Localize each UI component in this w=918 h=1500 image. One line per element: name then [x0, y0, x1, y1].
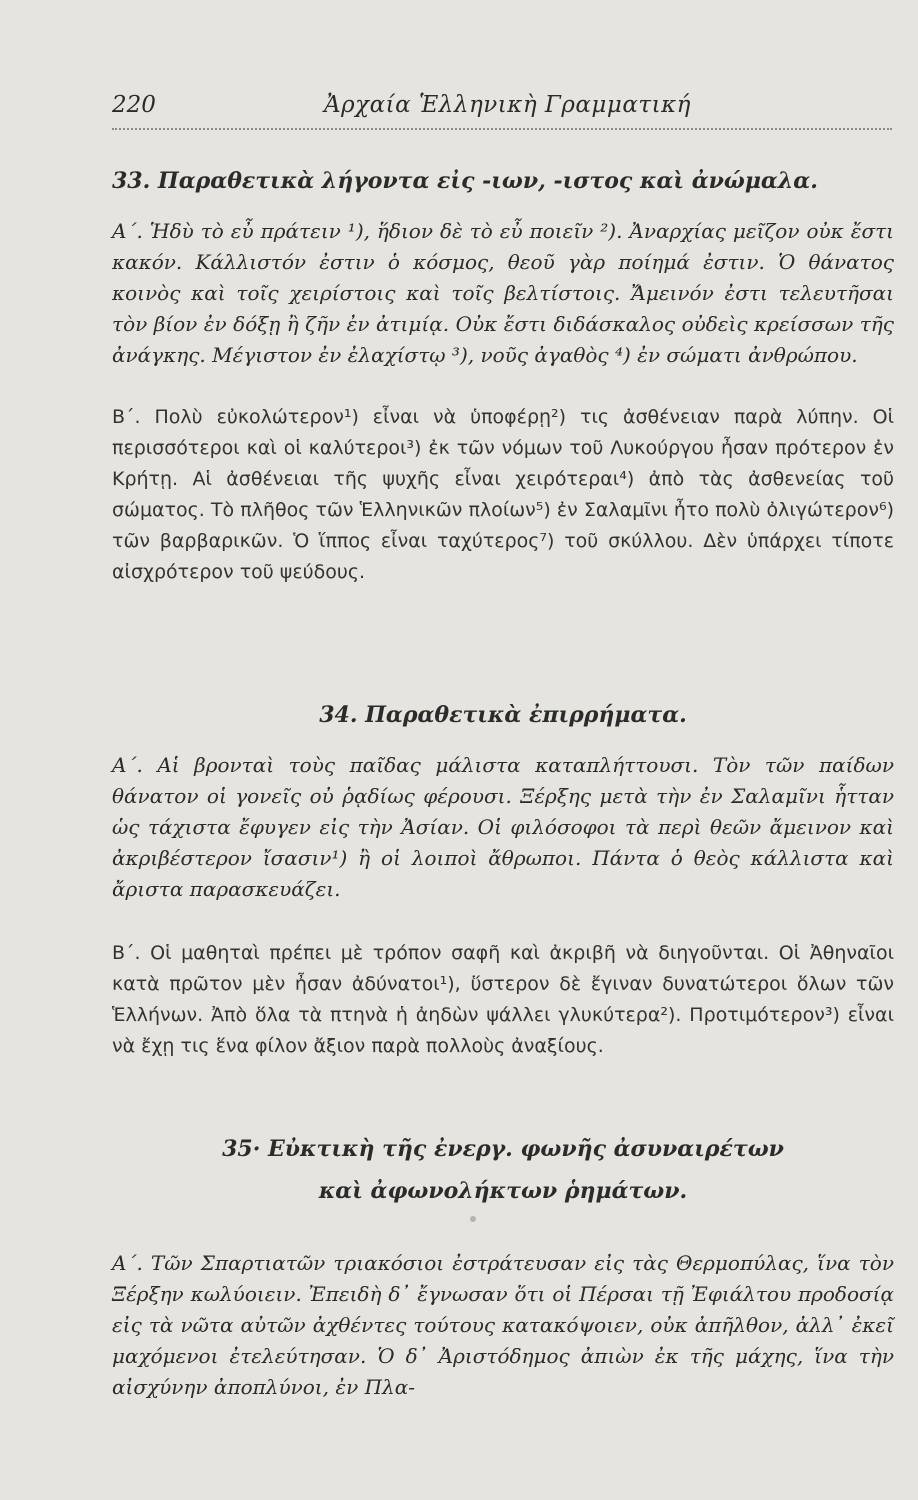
- section-title-line-1: 35· Εὐκτικὴ τῆς ἐνεργ. φωνῆς ἀσυναιρέτων: [222, 1136, 784, 1162]
- section-title: 34. Παραθετικὰ ἐπιρρήματα.: [319, 702, 687, 728]
- section-34-part-b: [112, 938, 894, 1062]
- section-35: [112, 1134, 894, 1206]
- section-35-part-a: [112, 1248, 894, 1403]
- paragraph-ancient: Α΄. Τῶν Σπαρτιατῶν τριακόσιοι ἐστράτευσαν εἰς τὰς Θερμοπύλας, ἵνα τὸν Ξέρξην κωλύοιειν. Ἐπειδὴ δ᾽ ἔγνωσαν ὅτι οἱ Πέρσαι τῇ Ἐφιάλτου προδοσίᾳ εἰς τὰ νῶτα αὐτῶν ἀχθέντες τούτους κατακόψοιεν, οὐκ ἀπῆλθον, ἀλλ᾽ ἐκεῖ μαχόμενοι ἐτελεύτησαν. Ὁ δ᾽ Ἀριστόδημος ἀπιὼν ἐκ τῆς μάχης, ἵνα τὴν αἰσχύνην ἀποπλύνοι, ἐν Πλα-: [112, 1251, 894, 1399]
- header-rule: [112, 128, 892, 130]
- ink-dot: [470, 1216, 476, 1222]
- paragraph-modern: Β΄. Πολὺ εὐκολώτερον¹) εἶναι νὰ ὑποφέρῃ²) τις ἀσθένειαν παρὰ λύπην. Οἱ περισσότεροι καὶ οἱ καλύτεροι³) ἐκ τῶν νόμων τοῦ Λυκούργου ἦσαν πρότερον ἐν Κρήτῃ. Αἱ ἀσθένειαι τῆς ψυχῆς εἶναι χειρότεραι⁴) ἀπὸ τὰς ἀσθενείας τοῦ σώματος. Τὸ πλῆθος τῶν Ἑλληνικῶν πλοίων⁵) ἐν Σαλαμῖνι ἦτο πολὺ ὀλιγώτερον⁶) τῶν βαρβαρικῶν. Ὁ ἵππος εἶναι ταχύτερος⁷) τοῦ σκύλλου. Δὲν ὑπάρχει τίποτε αἰσχρότερον τοῦ ψεύδους.: [112, 406, 894, 583]
- section-33-part-a: [112, 216, 894, 371]
- paragraph-modern: Β΄. Οἱ μαθηταὶ πρέπει μὲ τρόπον σαφῆ καὶ ἀκριβῆ νὰ διηγοῦνται. Οἱ Ἀθηναῖοι κατὰ πρῶτον μὲν ἦσαν ἀδύνατοι¹), ὕστερον δὲ ἔγιναν δυνατώτεροι ὅλων τῶν Ἑλλήνων. Ἀπὸ ὅλα τὰ πτηνὰ ἡ ἀηδὼν ψάλλει γλυκύτερα²). Προτιμότερον³) εἶναι νὰ ἔχῃ τις ἕνα φίλον ἄξιον παρὰ πολλοὺς ἀναξίους.: [112, 942, 894, 1057]
- section-33: [112, 166, 894, 196]
- section-title: 33. Παραθετικὰ λήγοντα εἰς -ιων, -ιστος καὶ ἀνώμαλα.: [112, 168, 818, 194]
- running-title: Ἀρχαία Ἑλληνικὴ Γραμματική: [324, 92, 691, 118]
- page-number: 220: [112, 92, 156, 118]
- section-title-line-2: καὶ ἀφωνολήκτων ῥημάτων.: [318, 1178, 688, 1204]
- section-34-part-a: [112, 750, 894, 905]
- paragraph-ancient: Α΄. Ἡδὺ τὸ εὖ πράτειν ¹), ἥδιον δὲ τὸ εὖ ποιεῖν ²). Ἀναρχίας μεῖζον οὐκ ἔστι κακόν. Κάλλιστόν ἐστιν ὁ κόσμος, θεοῦ γὰρ ποίημά ἐστιν. Ὁ θάνατος κοινὸς καὶ τοῖς χειρίστοις καὶ τοῖς βελτίστοις. Ἄμεινόν ἐστι τελευτῆσαι τὸν βίον ἐν δόξῃ ἢ ζῆν ἐν ἀτιμίᾳ. Οὐκ ἔστι διδάσκαλος οὐδεὶς κρείσσων τῆς ἀνάγκης. Μέγιστον ἐν ἐλαχίστῳ ³), νοῦς ἀγαθὸς ⁴) ἐν σώματι ἀνθρώπου.: [112, 219, 894, 367]
- paragraph-ancient: Α΄. Αἱ βρονταὶ τοὺς παῖδας μάλιστα καταπλήττουσι. Τὸν τῶν παίδων θάνατον οἱ γονεῖς οὐ ῥᾳδίως φέρουσι. Ξέρξης μετὰ τὴν ἐν Σαλαμῖνι ἧτταν ὡς τάχιστα ἔφυγεν εἰς τὴν Ἀσίαν. Οἱ φιλόσοφοι τὰ περὶ θεῶν ἄμεινον καὶ ἀκριβέστερον ἴσασιν¹) ἢ οἱ λοιποὶ ἄθρωποι. Πάντα ὁ θεὸς κάλλιστα καὶ ἄριστα παρασκευάζει.: [112, 753, 894, 901]
- page-header: [112, 92, 892, 132]
- section-33-part-b: [112, 402, 894, 588]
- section-34: [112, 700, 894, 730]
